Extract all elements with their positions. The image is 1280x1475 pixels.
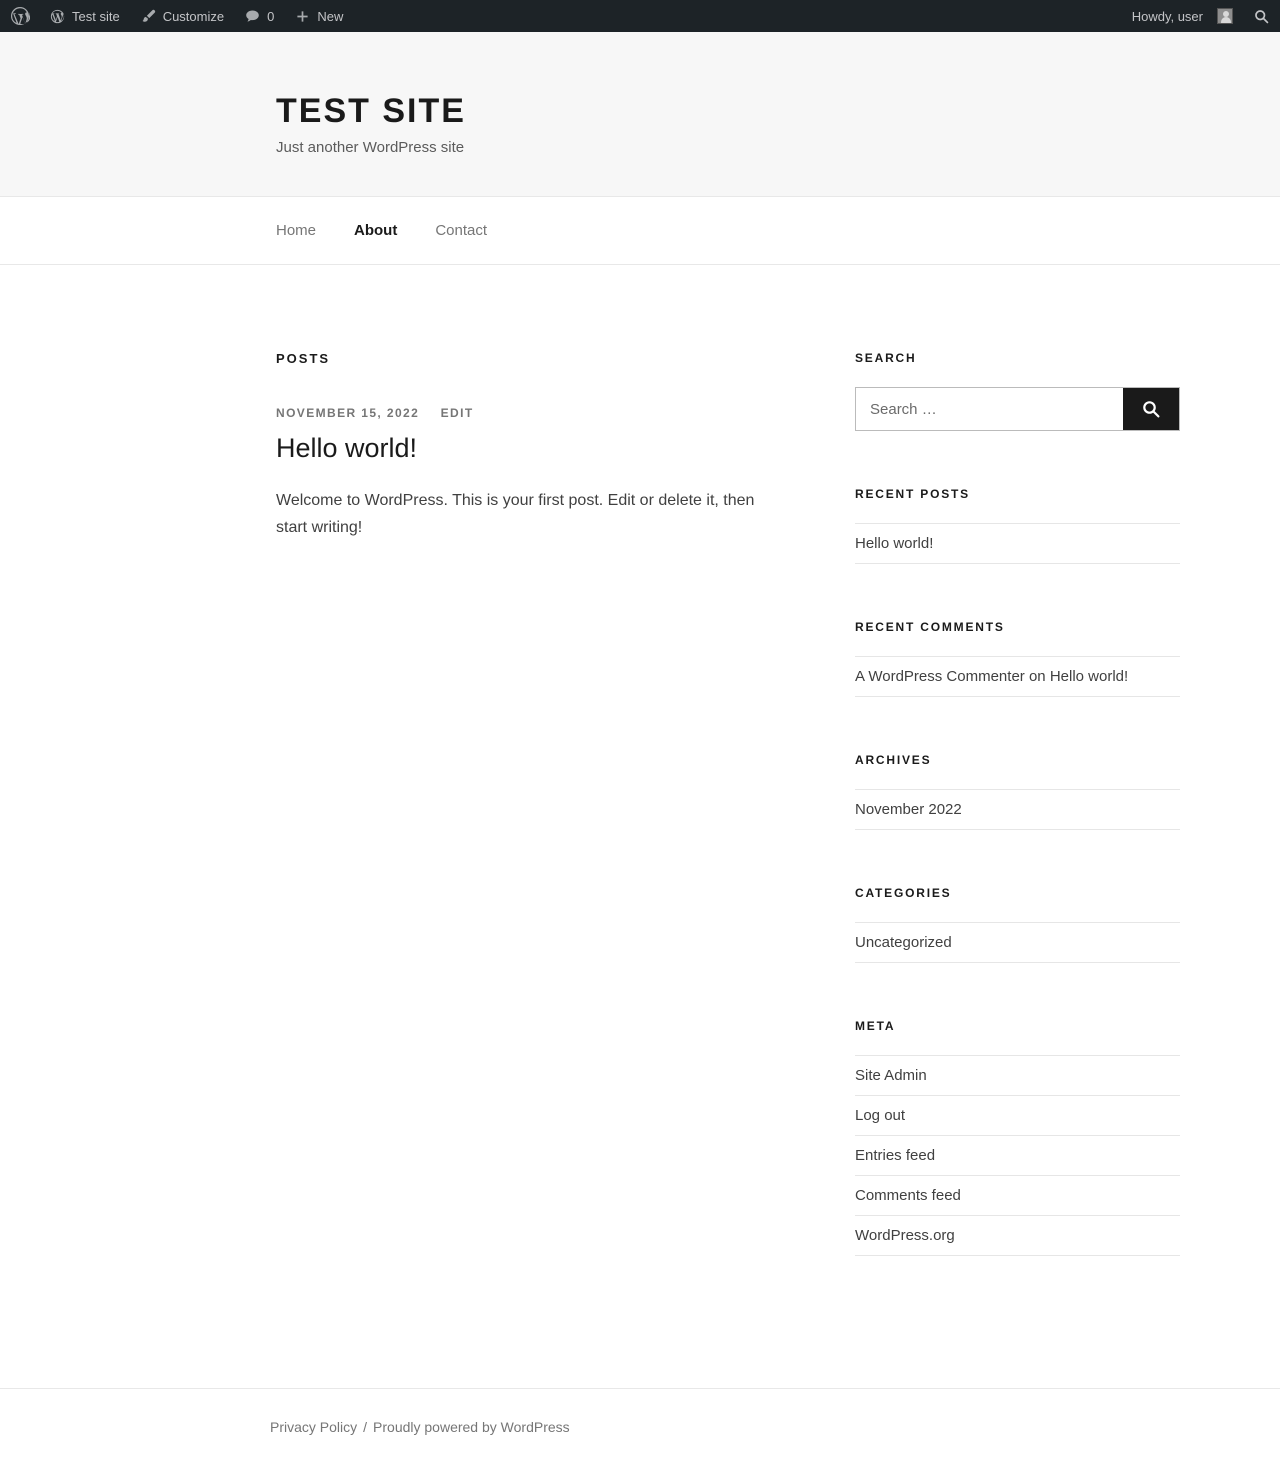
- search-form: [855, 387, 1180, 431]
- widget-title-recent-posts: RECENT POSTS: [855, 487, 970, 501]
- post-edit-link[interactable]: EDIT: [440, 406, 474, 420]
- admin-bar-right: [1122, 0, 1280, 32]
- primary-navigation: [0, 197, 1280, 265]
- meta-link-log-out[interactable]: Log out: [855, 1107, 906, 1124]
- widget-title-recent-comments: RECENT COMMENTS: [855, 620, 1005, 634]
- nav-item-home[interactable]: [276, 222, 316, 240]
- post-article: [276, 406, 804, 541]
- post-meta: [276, 406, 804, 420]
- new-label: New: [317, 8, 344, 24]
- paintbrush-icon: [140, 8, 157, 25]
- list-item[interactable]: [855, 656, 1180, 697]
- widget-search: [855, 351, 1180, 431]
- footer-credits: [270, 1419, 1192, 1435]
- recent-comments-list: [855, 656, 1180, 697]
- nav-item-about[interactable]: [354, 222, 397, 240]
- my-account-menu[interactable]: [1122, 0, 1243, 32]
- nav-link-about[interactable]: About: [354, 222, 398, 239]
- list-item[interactable]: [855, 1055, 1180, 1096]
- plus-icon: [294, 8, 311, 25]
- avatar: [1217, 8, 1233, 24]
- nav-link-home[interactable]: Home: [276, 222, 317, 239]
- footer-separator: /: [363, 1419, 368, 1435]
- powered-by-link[interactable]: Proudly powered by WordPress: [373, 1419, 570, 1435]
- customize-link[interactable]: [130, 0, 234, 32]
- admin-bar: [0, 0, 1280, 32]
- content-wrap: [88, 265, 1192, 1312]
- meta-link-wordpress-org[interactable]: WordPress.org: [855, 1227, 955, 1244]
- site-name-label: Test site: [72, 8, 120, 24]
- wordpress-logo-icon: [10, 6, 30, 26]
- comment-on-text: on: [1024, 668, 1050, 685]
- new-content-menu[interactable]: [284, 0, 353, 32]
- archives-list: [855, 789, 1180, 830]
- comment-bubble-icon: [244, 8, 261, 25]
- recent-posts-list: [855, 523, 1180, 564]
- post-title-link[interactable]: Hello world!: [276, 433, 418, 463]
- widget-recent-comments: [855, 620, 1180, 697]
- list-item[interactable]: [855, 789, 1180, 830]
- list-item[interactable]: [855, 1096, 1180, 1136]
- site-header: [0, 32, 1280, 197]
- widget-title-categories: CATEGORIES: [855, 886, 952, 900]
- nav-link-contact[interactable]: Contact: [435, 222, 488, 239]
- sidebar: [855, 351, 1180, 1312]
- site-footer: [0, 1388, 1280, 1475]
- recent-post-link[interactable]: Hello world!: [855, 535, 934, 552]
- search-icon: [1141, 399, 1161, 419]
- widget-archives: [855, 753, 1180, 830]
- admin-bar-search-button[interactable]: [1243, 0, 1280, 32]
- post-title: [276, 432, 804, 464]
- list-item[interactable]: [855, 922, 1180, 963]
- main-content: [276, 351, 804, 1312]
- widget-categories: [855, 886, 1180, 963]
- site-tagline: Just another WordPress site: [276, 139, 465, 156]
- search-icon: [1253, 8, 1270, 25]
- comments-count: 0: [267, 8, 275, 24]
- post-excerpt: Welcome to WordPress. This is your first post. Edit or delete it, then start writing!: [276, 492, 755, 536]
- nav-item-contact[interactable]: [435, 222, 487, 240]
- privacy-policy-link[interactable]: Privacy Policy: [270, 1419, 358, 1435]
- list-item[interactable]: [855, 1216, 1180, 1256]
- meta-link-comments-feed[interactable]: Comments feed: [855, 1187, 961, 1204]
- comments-link[interactable]: [234, 0, 284, 32]
- page-title[interactable]: TEST SITE: [276, 92, 466, 130]
- widget-title-meta: META: [855, 1019, 896, 1033]
- categories-list: [855, 922, 1180, 963]
- search-submit-button[interactable]: [1123, 388, 1179, 430]
- comment-author[interactable]: A WordPress Commenter: [855, 668, 1025, 685]
- archive-link[interactable]: November 2022: [855, 801, 962, 818]
- comment-post-link[interactable]: Hello world!: [1049, 668, 1129, 685]
- posts-section-label: POSTS: [276, 351, 331, 366]
- meta-link-entries-feed[interactable]: Entries feed: [855, 1147, 936, 1164]
- list-item[interactable]: [855, 523, 1180, 564]
- dashboard-home-icon: [49, 8, 66, 25]
- nav-list: [276, 197, 1004, 265]
- list-item[interactable]: [855, 1136, 1180, 1176]
- search-input[interactable]: [856, 388, 1123, 430]
- category-link[interactable]: Uncategorized: [855, 934, 952, 951]
- meta-link-site-admin[interactable]: Site Admin: [855, 1067, 927, 1084]
- widget-meta: [855, 1019, 1180, 1256]
- widget-title-archives: ARCHIVES: [855, 753, 932, 767]
- howdy-label: Howdy, user: [1131, 8, 1203, 24]
- post-date-link[interactable]: NOVEMBER 15, 2022: [276, 406, 420, 420]
- list-item[interactable]: [855, 1176, 1180, 1216]
- site-name-menu[interactable]: [39, 0, 130, 32]
- widget-title-search: SEARCH: [855, 351, 917, 365]
- widget-recent-posts: [855, 487, 1180, 564]
- customize-label: Customize: [162, 8, 225, 24]
- content-area: [276, 265, 1192, 1312]
- meta-list: [855, 1055, 1180, 1256]
- wp-logo-menu[interactable]: [0, 0, 39, 32]
